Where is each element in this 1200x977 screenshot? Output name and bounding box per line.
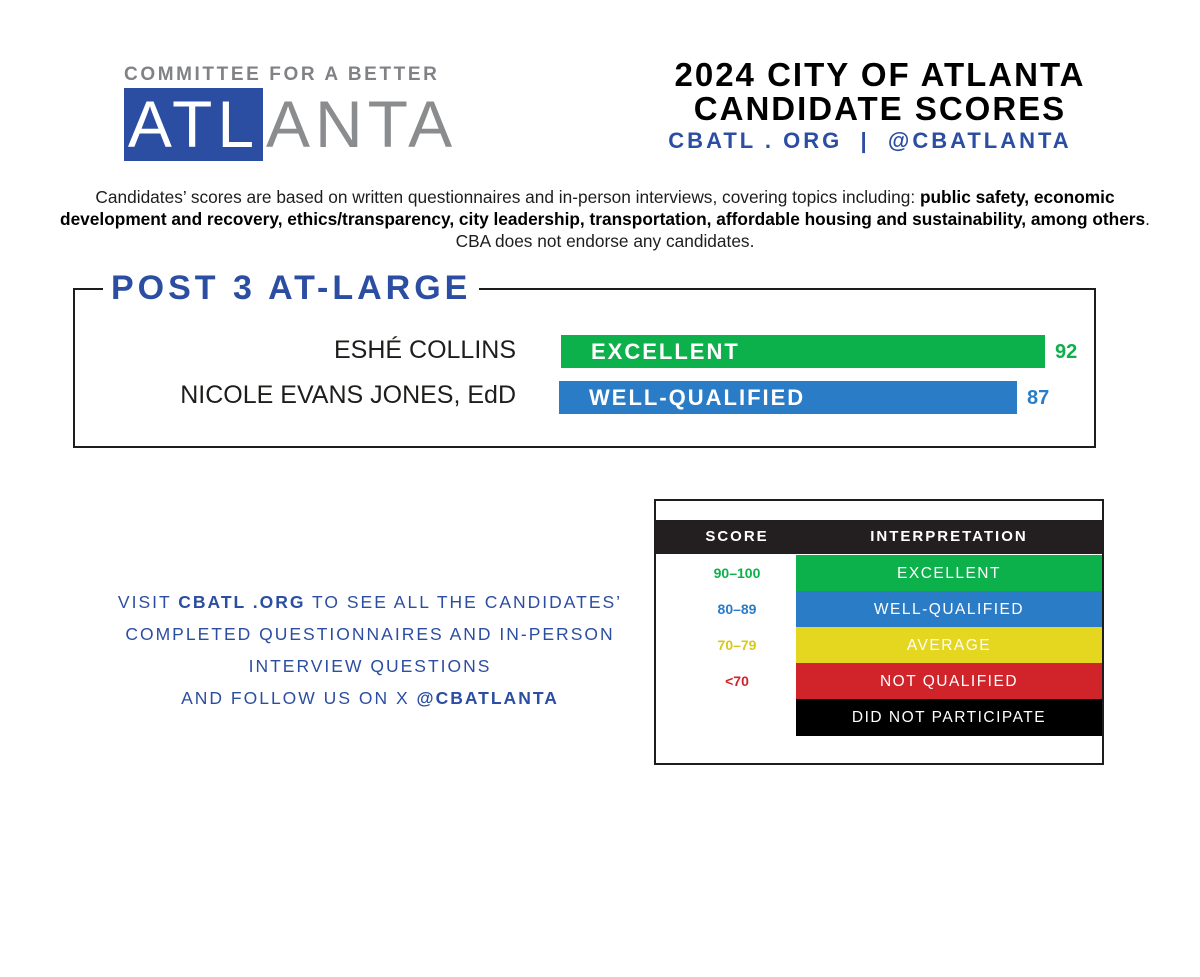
legend-interpretation-cell: DID NOT PARTICIPATE	[796, 699, 1102, 736]
title-line-2: CANDIDATE SCORES	[693, 90, 1067, 127]
visit-l4-pre: AND FOLLOW US ON X	[181, 688, 417, 708]
score-bar	[559, 381, 1017, 414]
visit-line-2: COMPLETED QUESTIONNAIRES AND IN-PERSON	[125, 624, 615, 644]
legend-score-range: <70	[725, 673, 749, 689]
visit-message	[60, 586, 680, 714]
race-title: POST 3 AT-LARGE	[103, 268, 479, 308]
score-bar-label: WELL-QUALIFIED	[589, 385, 806, 410]
legend-score-range: 70–79	[717, 637, 757, 653]
candidate-name: NICOLE EVANS JONES, EdD	[180, 381, 516, 409]
visit-link[interactable]: CBATL .ORG	[178, 592, 306, 612]
score-value: 87	[1027, 387, 1050, 409]
title-line-1: 2024 CITY OF ATLANTA	[674, 56, 1086, 93]
legend-interpretation-cell: NOT QUALIFIED	[796, 663, 1102, 700]
visit-line-1	[60, 586, 680, 618]
twitter-handle-link[interactable]: @CBATLANTA	[416, 688, 559, 708]
score-bar	[561, 335, 1045, 368]
legend-score-header: SCORE	[705, 528, 769, 545]
legend-interpretation-cell: WELL-QUALIFIED	[796, 591, 1102, 628]
legend-score-range: 80–89	[717, 601, 757, 617]
legend-interpretation-cell: AVERAGE	[796, 627, 1102, 664]
visit-l1-post: TO SEE ALL THE CANDIDATES’	[305, 592, 623, 612]
legend-interpretation-cell: EXCELLENT	[796, 555, 1102, 592]
intro-bold: public safety, economic development and recovery, ethics/transparency, city leadership, transportation, affordable housing and sustainability, among others	[60, 187, 1146, 229]
page-title	[600, 58, 1160, 126]
legend-score-range: 90–100	[713, 565, 761, 581]
intro-paragraph	[55, 186, 1155, 252]
header-links[interactable]: CBATL . ORG | @CBATLANTA	[668, 128, 1072, 153]
visit-line-4	[60, 682, 680, 714]
visit-line-3: INTERVIEW QUESTIONS	[248, 656, 492, 676]
score-bar-label: EXCELLENT	[591, 339, 740, 364]
logo-top-text: COMMITTEE FOR A BETTER	[124, 64, 440, 85]
race-box	[73, 288, 1096, 448]
visit-l1-pre: VISIT	[117, 592, 179, 612]
score-value: 92	[1055, 341, 1078, 363]
intro-tail: . CBA does not endorse any candidates.	[455, 209, 1150, 251]
candidate-name: ESHÉ COLLINS	[333, 336, 516, 364]
legend-interpretation-header: INTERPRETATION	[870, 528, 1028, 545]
logo-anta-text: ANTA	[266, 87, 458, 161]
logo-atl-text: ATL	[127, 87, 260, 161]
intro-lead: Candidates’ scores are based on written questionnaires and in-person interviews, covering topics including:	[95, 187, 920, 207]
